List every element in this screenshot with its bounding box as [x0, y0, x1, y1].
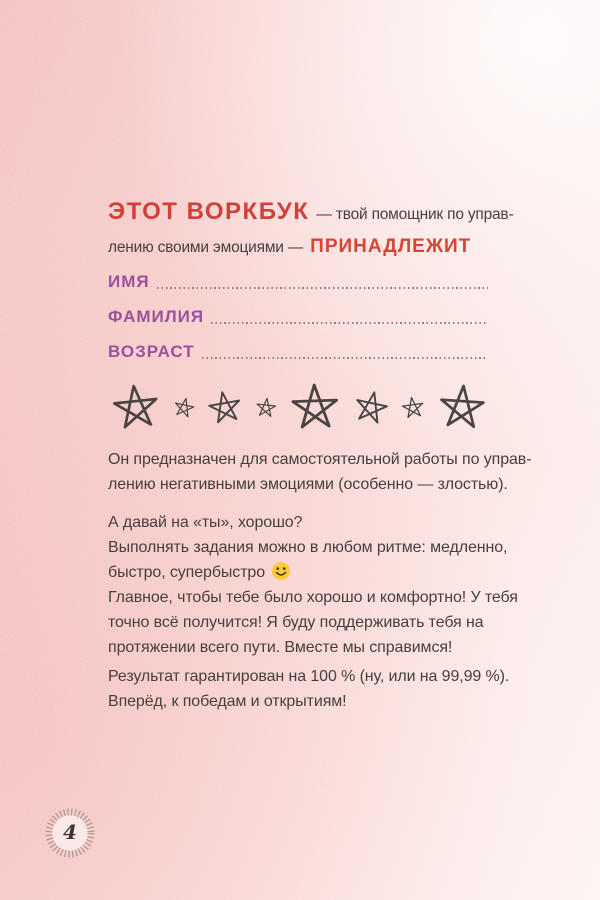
heading-subtitle-part1: — твой помощник по управ- [316, 206, 514, 223]
page-number: 4 [63, 820, 77, 844]
stars-decoration [108, 378, 490, 438]
star-icon [254, 396, 278, 420]
text-line: Вперёд, к победам и открытиям! [108, 693, 347, 710]
age-field-row [108, 341, 488, 362]
heading-line-2 [108, 232, 500, 263]
name-fill-line[interactable] [157, 287, 488, 289]
age-label: ВОЗРАСТ [108, 342, 195, 361]
text-line: протяжении всего пути. Вместе мы справимся! [108, 639, 453, 656]
star-icon [435, 381, 488, 434]
surname-label: ФАМИЛИЯ [108, 307, 205, 326]
star-icon [109, 381, 164, 436]
heading-line-1 [108, 197, 514, 230]
page-number-badge [40, 803, 100, 863]
text-line: быстро, супербыстро [108, 564, 266, 581]
main-paragraph [108, 510, 518, 660]
closing-paragraph [108, 664, 510, 714]
text-line: А давай на «ты», хорошо? [108, 514, 303, 531]
page-heading [108, 197, 514, 263]
text-line: Он предназначен для самостоятельной работы по управ- [108, 451, 532, 468]
name-label: ИМЯ [108, 272, 150, 291]
text-line: лению негативными эмоциями (особенно — злостью). [108, 476, 508, 493]
text-line: Выполнять задания можно в любом ритме: медленно, [108, 539, 508, 556]
heading-subtitle-part2: лению своими эмоциями — [108, 239, 304, 256]
surname-field-row [108, 306, 488, 327]
star-icon [204, 387, 246, 429]
name-field-row [108, 271, 488, 292]
star-icon [350, 387, 393, 430]
owner-form [108, 271, 488, 376]
belongs-label: ПРИНАДЛЕЖИТ [310, 236, 472, 257]
age-fill-line[interactable] [202, 357, 488, 359]
text-line: Главное, чтобы тебе было хорошо и комфортно! У тебя [108, 589, 518, 606]
star-icon [399, 394, 426, 421]
star-icon [171, 395, 197, 421]
text-line: точно всё получится! Я буду поддерживать тебя на [108, 614, 484, 631]
text-line-with-smiley [108, 560, 500, 585]
intro-paragraph [108, 447, 532, 497]
workbook-title: ЭТОТ ВОРКБУК [108, 198, 310, 225]
surname-fill-line[interactable] [211, 322, 488, 324]
text-line: Результат гарантирован на 100 % (ну, или на 99,99 %). [108, 668, 510, 685]
smiley-icon [271, 561, 291, 581]
star-icon [288, 381, 342, 435]
